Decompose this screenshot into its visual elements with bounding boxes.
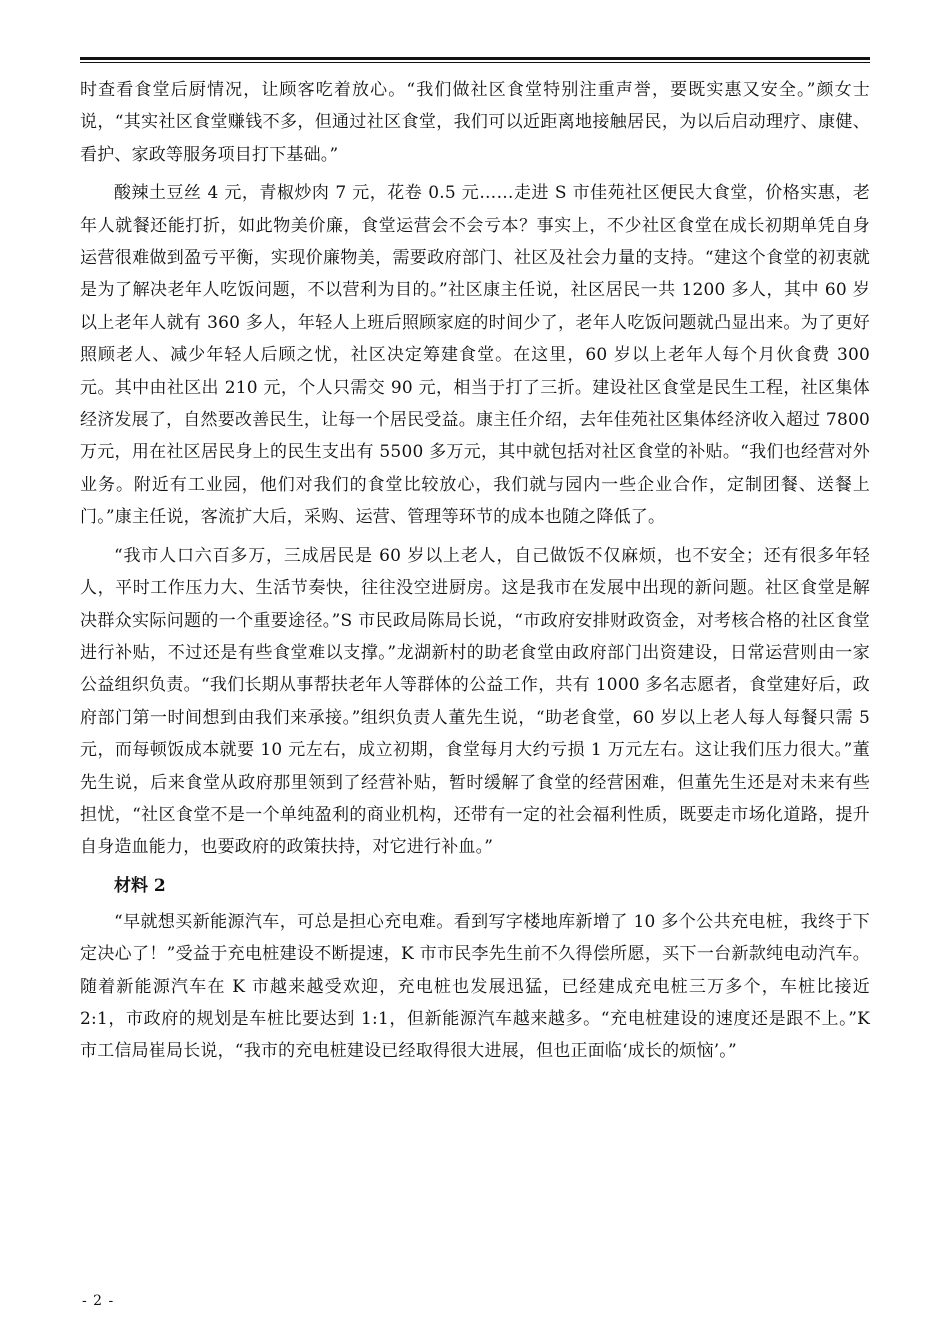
header-rule-thin [80, 62, 870, 63]
section-heading-material-2: 材料 2 [114, 875, 166, 896]
document-body [80, 74, 870, 1074]
paragraph-civil-affairs-bureau: “我市人口六百多万，三成居民是 60 岁以上老人，自己做饭不仅麻烦，也不安全；还有很多年轻人，平时工作压力大、生活节奏快，往往没空进厨房。这是我市在发展中出现的新问题。社区食堂是解决群众实际问题的一个重要途径。”S 市民政局陈局长说，“市政府安排财政资金，对考核合格的社区食堂进行补贴，不过还是有些食堂难以支撑。”龙湖新村的助老食堂由政府部门出资建设，日常运营则由一家公益组织负责。“我们长期从事帮扶老年人等群体的公益工作，共有 1000 多名志愿者，食堂建好后，政府部门第一时间想到由我们来承接。”组织负责人董先生说，“助老食堂，60 岁以上老人每人每餐只需 5 元，而每顿饭成本就要 10 元左右，成立初期，食堂每月大约亏损 1 万元左右。这让我们压力很大。”董先生说，后来食堂从政府那里领到了经营补贴，暂时缓解了食堂的经营困难，但董先生还是对未来有些担忧，“社区食堂不是一个单纯盈利的商业机构，还带有一定的社会福利性质，既要走市场化道路，提升自身造血能力，也要政府的政策扶持，对它进行补血。” [80, 545, 870, 858]
paragraph-charging-piles: “早就想买新能源汽车，可总是担心充电难。看到写字楼地库新增了 10 多个公共充电桩，我终于下定决心了！”受益于充电桩建设不断提速，K 市市民李先生前不久得偿所愿，买下一台新款纯电动汽车。随着新能源汽车在 K 市越来越受欢迎，充电桩也发展迅猛，已经建成充电桩三万多个，车桩比接近 2:1，市政府的规划是车桩比要达到 1:1，但新能源汽车越来越多。“充电桩建设的速度还是跟不上。”K 市工信局崔局长说，“我市的充电桩建设已经取得很大进展，但也正面临‘成长的烦恼’。” [80, 911, 870, 1062]
header-rule [80, 57, 870, 60]
paragraph-community-canteen-jiayuan: 酸辣土豆丝 4 元，青椒炒肉 7 元，花卷 0.5 元……走进 S 市佳苑社区便民大食堂，价格实惠，老年人就餐还能打折，如此物美价廉，食堂运营会不会亏本？事实上，不少社区食堂在成长初期单凭自身运营很难做到盈亏平衡，实现价廉物美，需要政府部门、社区及社会力量的支持。“建这个食堂的初衷就是为了解决老年人吃饭问题，不以营利为目的。”社区康主任说，社区居民一共 1200 多人，其中 60 岁以上老年人就有 360 多人，年轻人上班后照顾家庭的时间少了，老年人吃饭问题就凸显出来。为了更好照顾老人、减少年轻人后顾之忧，社区决定筹建食堂。在这里，60 岁以上老年人每个月伙食费 300 元。其中由社区出 210 元，个人只需交 90 元，相当于打了三折。建设社区食堂是民生工程，社区集体经济发展了，自然要改善民生，让每一个居民受益。康主任介绍，去年佳苑社区集体经济收入超过 7800 万元，用在社区居民身上的民生支出有 5500 多万元，其中就包括对社区食堂的补贴。“我们也经营对外业务。附近有工业园，他们对我们的食堂比较放心，我们就与园内一些企业合作，定制团餐、送餐上门。”康主任说，客流扩大后，采购、运营、管理等环节的成本也随之降低了。 [80, 183, 870, 528]
page-number: - 2 - [82, 1293, 115, 1309]
paragraph-continued: 时查看食堂后厨情况，让顾客吃着放心。“我们做社区食堂特别注重声誉，要既实惠又安全。”颜女士说，“其实社区食堂赚钱不多，但通过社区食堂，我们可以近距离地接触居民，为以后启动理疗、康健、看护、家政等服务项目打下基础。” [80, 80, 870, 165]
